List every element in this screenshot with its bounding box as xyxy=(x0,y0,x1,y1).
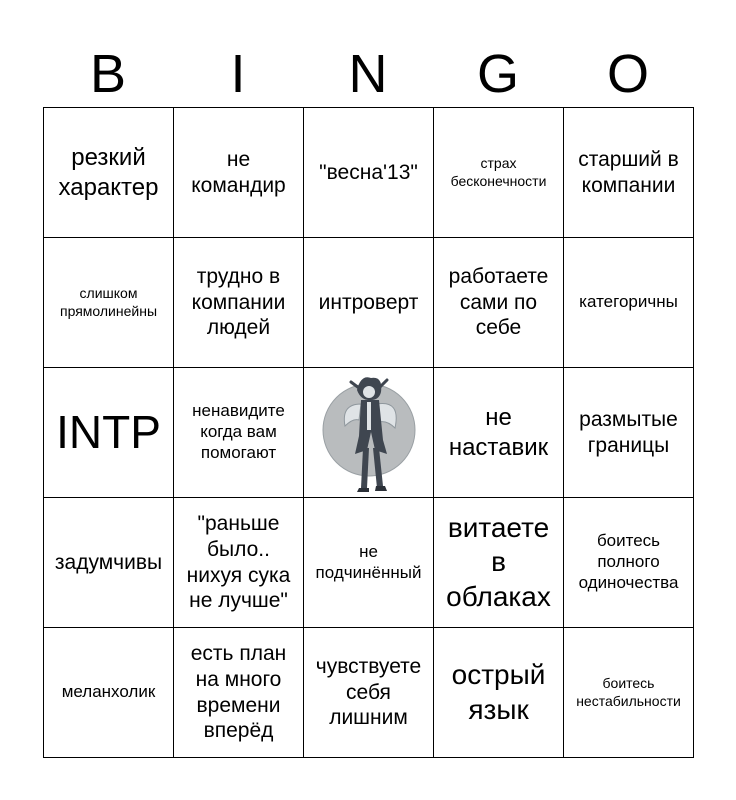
bingo-cell[interactable] xyxy=(434,628,564,758)
header-letter-n: N xyxy=(348,44,388,104)
bingo-cell[interactable] xyxy=(564,238,694,368)
bingo-cell[interactable] xyxy=(174,628,304,758)
character-portrait-icon xyxy=(321,370,417,496)
bingo-cell[interactable] xyxy=(434,498,564,628)
cell-text: страх бесконечности xyxy=(450,155,547,189)
cell-text: задумчивы xyxy=(54,550,163,574)
bingo-cell[interactable] xyxy=(174,238,304,368)
bingo-cell[interactable] xyxy=(44,628,174,758)
header-letter-o: O xyxy=(606,44,649,104)
cell-text: трудно в компании людей xyxy=(191,265,286,340)
cell-text: витаете в облаках xyxy=(446,512,551,612)
bingo-cell[interactable] xyxy=(434,238,564,368)
header-letter-i: I xyxy=(230,44,246,104)
cell-text: размытые границы xyxy=(579,407,678,457)
cell-text: интроверт xyxy=(318,290,419,314)
bingo-cell[interactable] xyxy=(434,368,564,498)
cell-text: резкий характер xyxy=(58,144,159,201)
bingo-cell[interactable] xyxy=(564,368,694,498)
cell-text: есть план на много времени вперёд xyxy=(190,642,287,743)
bingo-cell[interactable] xyxy=(44,108,174,238)
cell-text: не командир xyxy=(191,147,286,197)
free-space-cell[interactable] xyxy=(304,368,434,498)
bingo-cell[interactable] xyxy=(434,108,564,238)
bingo-cell[interactable] xyxy=(304,498,434,628)
cell-text: "весна'13" xyxy=(319,160,418,184)
bingo-header xyxy=(43,40,693,108)
cell-text: категоричны xyxy=(579,292,678,312)
cell-text: "раньше было.. нихуя сука не лучше" xyxy=(186,512,291,613)
cell-text: ненавидите когда вам помогают xyxy=(192,401,285,462)
bingo-cell[interactable] xyxy=(44,368,174,498)
bingo-cell[interactable] xyxy=(304,108,434,238)
bingo-cell[interactable] xyxy=(174,368,304,498)
bingo-grid xyxy=(43,107,694,758)
bingo-cell[interactable] xyxy=(304,628,434,758)
cell-text: работаете сами по себе xyxy=(448,265,549,340)
cell-text: INTP xyxy=(56,406,161,459)
cell-text: острый язык xyxy=(451,659,546,725)
bingo-cell[interactable] xyxy=(564,108,694,238)
cell-text: чувствуете себя лишним xyxy=(315,655,422,730)
bingo-cell[interactable] xyxy=(174,498,304,628)
bingo-cell[interactable] xyxy=(174,108,304,238)
cell-text: боитесь нестабильности xyxy=(576,675,681,709)
cell-text: не подчинённый xyxy=(315,541,422,582)
bingo-cell[interactable] xyxy=(304,238,434,368)
bingo-cell[interactable] xyxy=(564,498,694,628)
header-letter-g: G xyxy=(476,44,519,104)
bingo-cell[interactable] xyxy=(44,238,174,368)
header-letter-b: B xyxy=(89,44,127,104)
cell-text: меланхолик xyxy=(61,682,156,702)
bingo-cell[interactable] xyxy=(564,628,694,758)
bingo-cell[interactable] xyxy=(44,498,174,628)
cell-text: старший в компании xyxy=(578,147,679,197)
cell-text: боитесь полного одиночества xyxy=(578,531,679,592)
cell-text: слишком прямолинейны xyxy=(59,285,157,319)
cell-text: не наставик xyxy=(448,404,549,461)
